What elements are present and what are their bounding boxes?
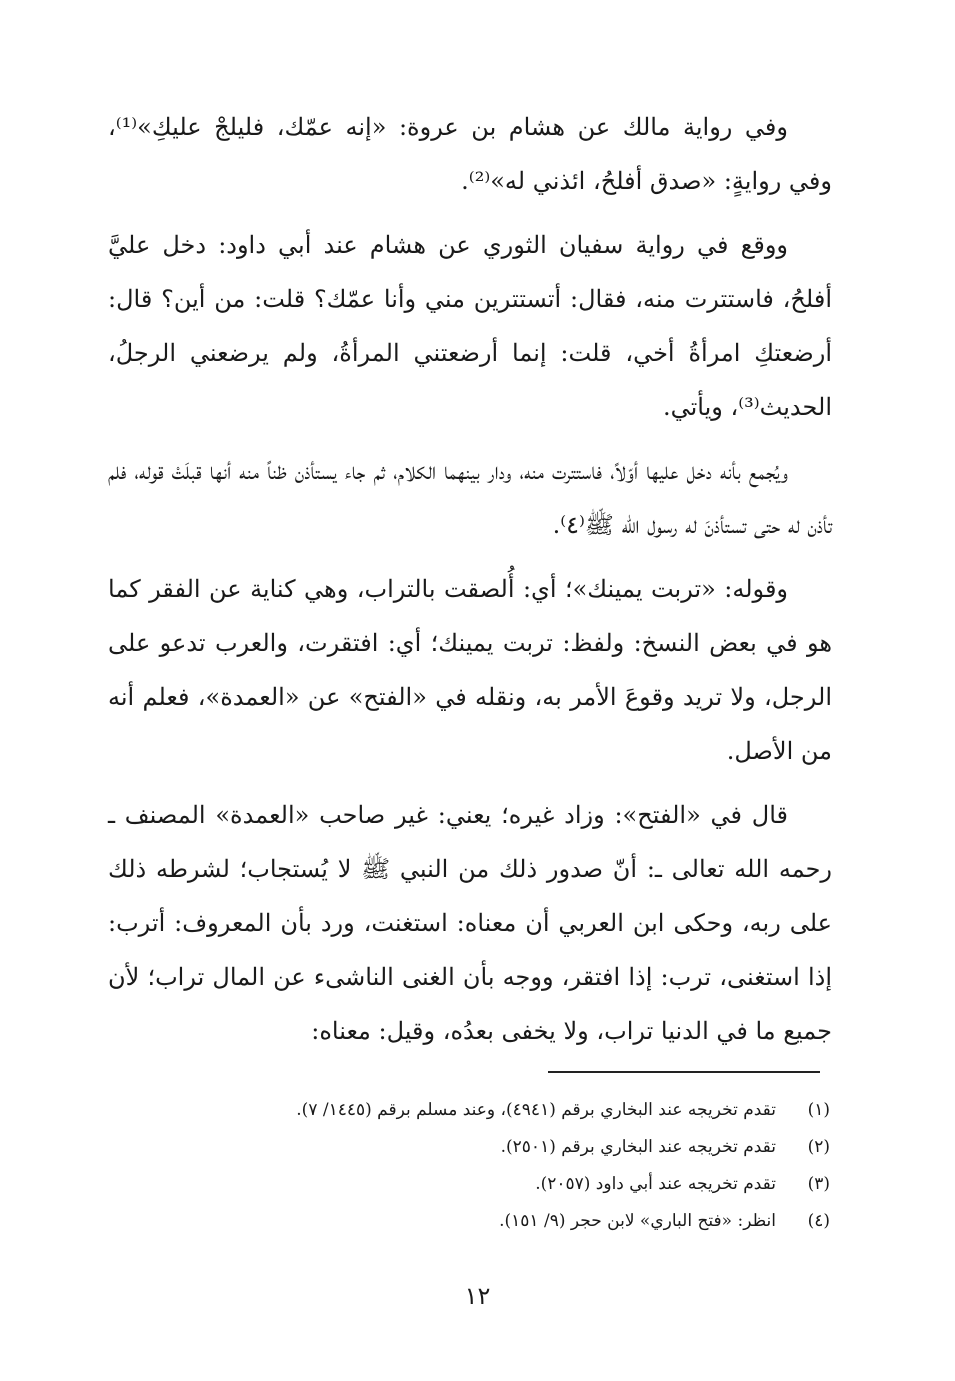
footnote-number: (٤) (807, 1211, 830, 1231)
footnote-number: (١) (807, 1100, 830, 1120)
footnote-3 (140, 1166, 830, 1203)
paragraph-4: وقوله: «تربت يمينك»؛ أي: أُلصقت بالتراب، وهي كناية عن الفقر كما هو في بعض النسخ: ولفظ: تربت يمينك؛ أي: افتقرت، والعرب تدعو على الرجل، ولا تريد وقوعَ الأمر به، ونقله في «الفتح» عن «العمدة»، فعلم أنه من الأصل. (108, 575, 832, 765)
footnote-1 (140, 1092, 830, 1129)
footnote-text: تقدم تخريجه عند أبي داود (٢٠٥٧). (535, 1174, 776, 1194)
main-text (108, 100, 832, 1068)
footnote-text: انظر: «فتح الباري» لابن حجر (٩/ ١٥١). (499, 1211, 776, 1231)
footnote-2 (140, 1129, 830, 1166)
footnote-4 (140, 1203, 830, 1240)
paragraph-2: ووقع في رواية سفيان الثوري عن هشام عند أبي داود: دخل عليَّ أفلحُ، فاستترت منه، فقال: أتستترين مني وأنا عمّك؟ قلت: من أين؟ قال: أرضعتكِ امرأةُ أخي، قلت: إنما أرضعتني المرأةُ، ولم يرضعني الرجلُ، الحديث⁽³⁾، ويأتي. (108, 231, 832, 421)
paragraph-5: قال في «الفتح»: وزاد غيره؛ يعني: غير صاحب «العمدة» المصنف ـ رحمه الله تعالى ـ: أنّ صدور ذلك من النبي ﷺ لا يُستجاب؛ لشرطه ذلك على ربه، وحكى ابن العربي أن معناه: استغنت، ورد بأن المعروف: أترب: إذا استغنى، ترب: إذا افتقر، ووجه بأن الغنى الناشىء عن المال تراب؛ لأن جميع ما في الدنيا تراب، ولا يخفى بعدُه، وقيل: معناه: (108, 801, 832, 1045)
paragraph-3: ويُجمع بأنه دخل عليها أوّلاً، فاستترت منه، ودار بينهما الكلام، ثم جاء يستأذن ظناً منه أنها قبلَتْ قوله، فلم تأذن له حتى تستأذنَ له رسول الله ﷺ⁽٤⁾. (108, 457, 832, 539)
footnote-text: تقدم تخريجه عند البخاري برقم (٤٩٤١)، وعند مسلم برقم (١٤٤٥/ ٧). (296, 1100, 776, 1120)
footnote-number: (٣) (807, 1174, 830, 1194)
footnote-text: تقدم تخريجه عند البخاري برقم (٢٥٠١). (500, 1137, 776, 1157)
page-number: ١٢ (464, 1282, 491, 1310)
footnotes (140, 1092, 830, 1240)
footnote-number: (٢) (807, 1137, 830, 1157)
footnote-separator (548, 1071, 820, 1073)
paragraph-1: وفي رواية مالك عن هشام بن عروة: «إنه عمّك، فليلجْ عليكِ»⁽¹⁾، وفي روايةٍ: «صدق أفلحُ، ائذني له»⁽²⁾. (108, 113, 832, 195)
